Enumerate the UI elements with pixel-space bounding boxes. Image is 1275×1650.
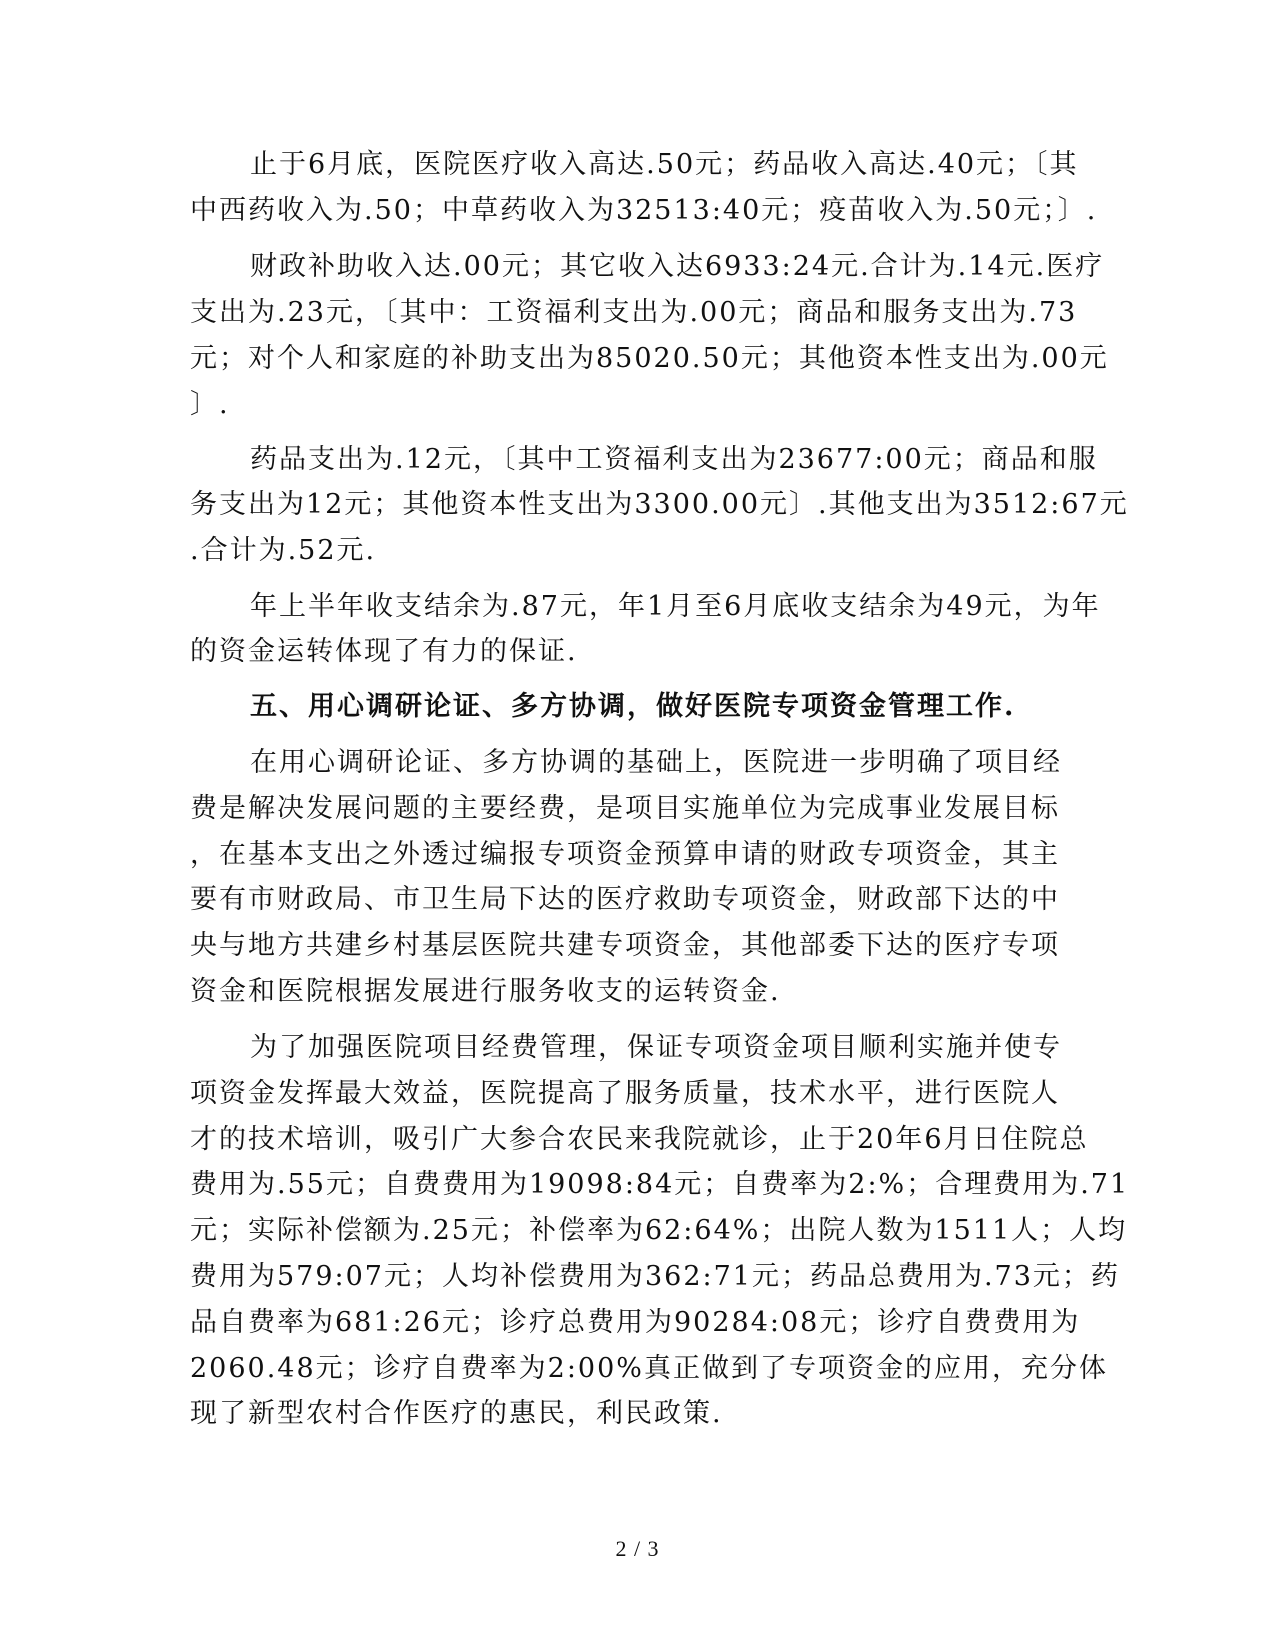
- paragraph-line: 〕.: [190, 389, 230, 420]
- paragraph-line: 的资金运转体现了有力的保证.: [190, 636, 578, 667]
- paragraph-line: 费是解决发展问题的主要经费，是项目实施单位为完成事业发展目标: [190, 793, 1060, 824]
- paragraph-line: 止于6月底，医院医疗收入高达.50元；药品收入高达.40元；〔其: [250, 149, 1079, 180]
- paragraph-line: 务支出为12元；其他资本性支出为3300.00元〕.其他支出为3512:67元: [190, 489, 1129, 520]
- paragraph-line: 药品支出为.12元，〔其中工资福利支出为23677:00元；商品和服: [250, 444, 1098, 475]
- paragraph-line: .合计为.52元.: [190, 535, 377, 566]
- paragraph-line: 元；对个人和家庭的补助支出为85020.50元；其他资本性支出为.00元: [190, 343, 1109, 374]
- page-number: 2 / 3: [615, 1536, 660, 1561]
- paragraph-line: 为了加强医院项目经费管理，保证专项资金项目顺利实施并使专: [250, 1032, 1062, 1063]
- paragraph-line: 费用为579:07元；人均补偿费用为362:71元；药品总费用为.73元；药: [190, 1261, 1120, 1292]
- paragraph-line: 2060.48元；诊疗自费率为2:00%真正做到了专项资金的应用，充分体: [190, 1353, 1108, 1384]
- paragraph-line: 要有市财政局、市卫生局下达的医疗救助专项资金，财政部下达的中: [190, 884, 1060, 915]
- paragraph-line: 项资金发挥最大效益，医院提高了服务质量，技术水平，进行医院人: [190, 1078, 1060, 1109]
- paragraph-line: 支出为.23元，〔其中：工资福利支出为.00元；商品和服务支出为.73: [190, 297, 1078, 328]
- paragraph-line: 现了新型农村合作医疗的惠民，利民政策.: [190, 1398, 723, 1429]
- paragraph-line: 在用心调研论证、多方协调的基础上，医院进一步明确了项目经: [250, 747, 1062, 778]
- paragraph-line: 央与地方共建乡村基层医院共建专项资金，其他部委下达的医疗专项: [190, 930, 1060, 961]
- paragraph-line: 中西药收入为.50；中草药收入为32513:40元；疫苗收入为.50元；〕.: [190, 195, 1098, 226]
- paragraph-line: 品自费率为681:26元；诊疗总费用为90284:08元；诊疗自费费用为: [190, 1307, 1081, 1338]
- paragraph-line: 资金和医院根据发展进行服务收支的运转资金.: [190, 976, 781, 1007]
- paragraph-line: 年上半年收支结余为.87元，年1月至6月底收支结余为49元，为年: [250, 591, 1101, 622]
- paragraph-line: 元；实际补偿额为.25元；补偿率为62:64%；出院人数为1511人；人均: [190, 1215, 1128, 1246]
- paragraph-line: 费用为.55元；自费费用为19098:84元；自费率为2:%；合理费用为.71: [190, 1169, 1130, 1200]
- paragraph-line: 才的技术培训，吸引广大参合农民来我院就诊，止于20年6月日住院总: [190, 1124, 1089, 1155]
- section-heading: 五、用心调研论证、多方协调，做好医院专项资金管理工作.: [250, 691, 1016, 722]
- paragraph-line: 财政补助收入达.00元；其它收入达6933:24元.合计为.14元.医疗: [250, 251, 1105, 282]
- paragraph-line: ，在基本支出之外透过编报专项资金预算申请的财政专项资金，其主: [190, 839, 1060, 870]
